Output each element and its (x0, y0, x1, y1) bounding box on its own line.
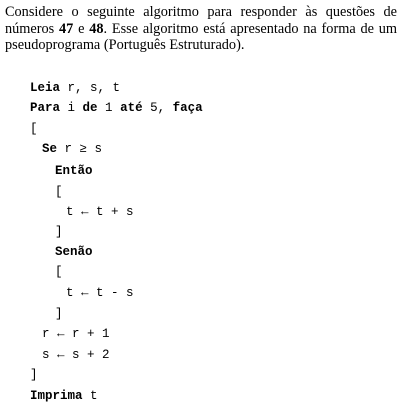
code-line-then-open: [ (55, 185, 63, 199)
keyword-faca: faça (172, 101, 203, 115)
code-line-else (55, 244, 93, 260)
for-end: 5, (142, 101, 173, 115)
code-line-then (55, 163, 93, 179)
code-line-print (30, 388, 98, 404)
keyword-se: Se (42, 142, 58, 156)
keyword-de: de (82, 101, 98, 115)
code-line-for (30, 100, 203, 116)
code-line-else-close: ] (55, 307, 63, 321)
question-number-47: 47 (59, 20, 74, 37)
for-start: 1 (97, 101, 121, 115)
intro-text-1: Considere o seguinte algoritmo para responder às questões de números (5, 4, 397, 37)
code-line-then-body: t ← t + s (66, 205, 134, 219)
code-line-else-body: t ← t - s (66, 286, 134, 300)
print-variable: t (82, 389, 98, 403)
code-line-close-bracket: ] (30, 368, 38, 382)
code-line-if (42, 141, 102, 157)
intro-text-3: . Esse algoritmo está apresentado na forma de um pseudoprograma (Português Estruturado). (5, 20, 397, 53)
code-line-else-open: [ (55, 265, 63, 279)
if-condition: r ≥ s (57, 142, 103, 156)
code-line-increment-r: r ← r + 1 (42, 327, 110, 341)
question-number-48: 48 (89, 20, 104, 37)
intro-text-2: e (73, 20, 90, 37)
code-line-read (30, 80, 120, 96)
for-variable: i (60, 101, 83, 115)
code-line-then-close: ] (55, 225, 63, 239)
question-intro (5, 4, 397, 54)
keyword-leia: Leia (30, 81, 61, 95)
keyword-senao: Senão (55, 245, 93, 259)
keyword-ate: até (120, 101, 143, 115)
keyword-imprima: Imprima (30, 389, 83, 403)
keyword-para: Para (30, 101, 61, 115)
code-line-open-bracket: [ (30, 122, 38, 136)
code-line-increment-s: s ← s + 2 (42, 348, 110, 362)
read-variables: r, s, t (60, 81, 121, 95)
keyword-entao: Então (55, 164, 93, 178)
